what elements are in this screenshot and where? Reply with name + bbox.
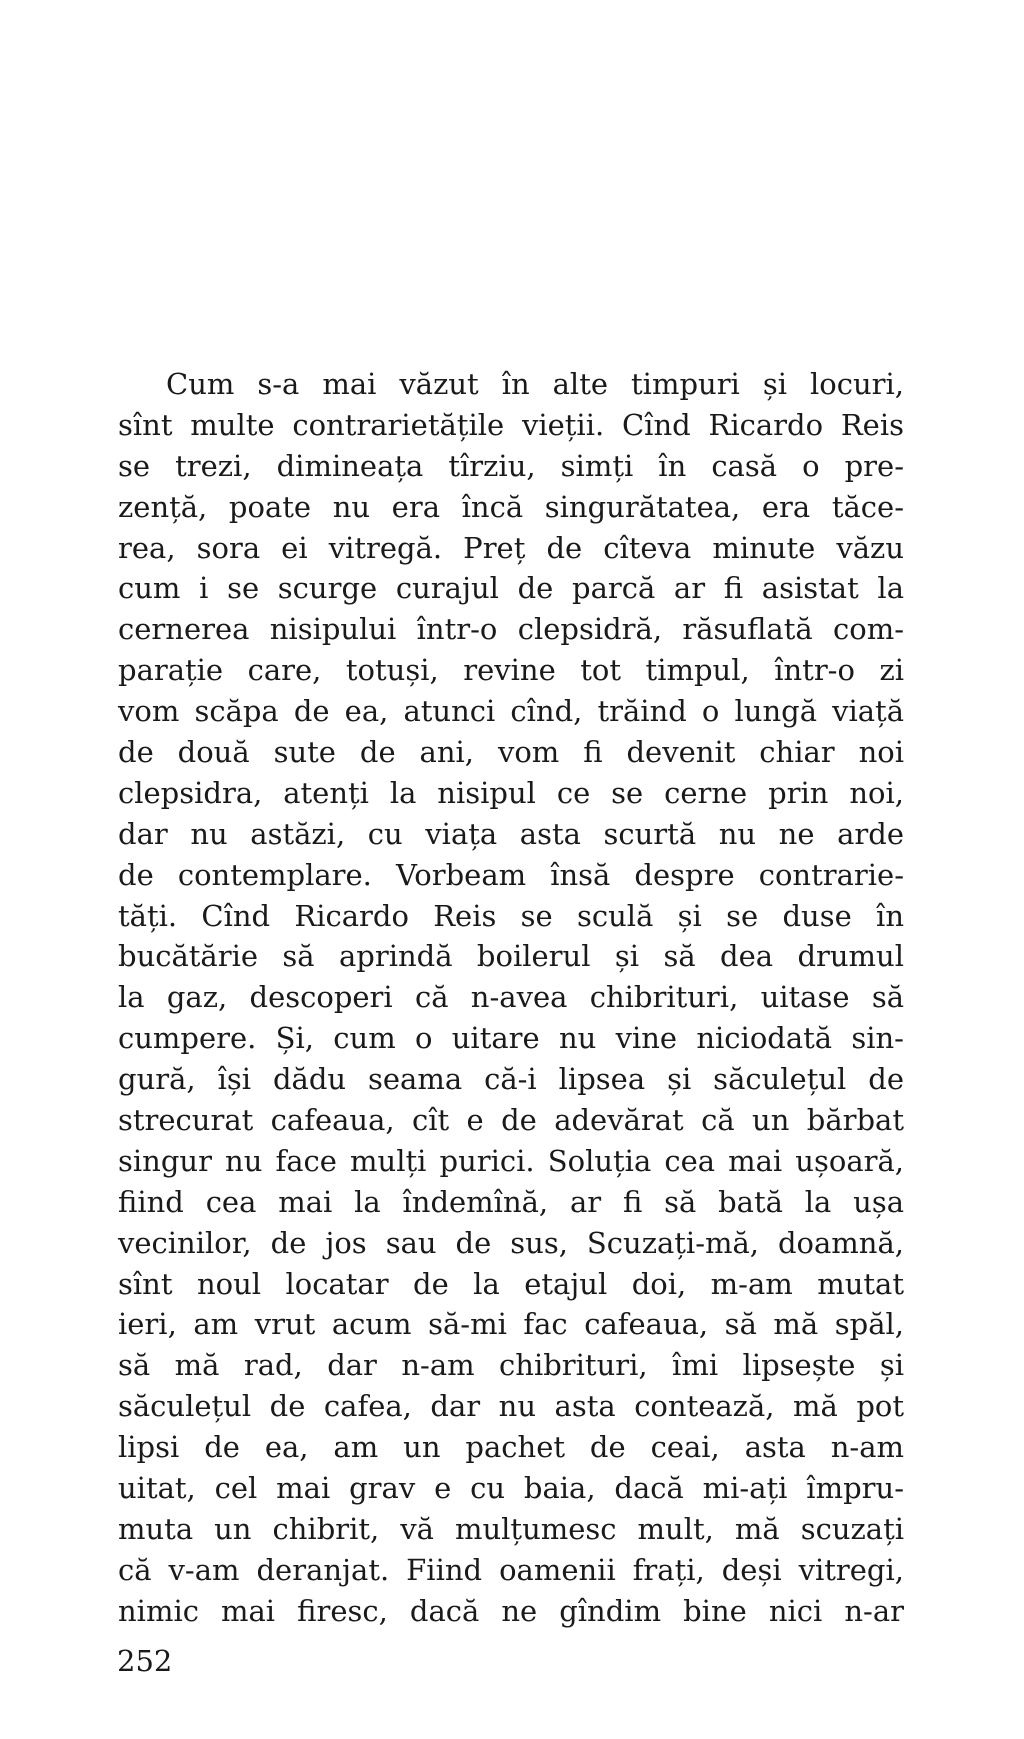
text-line: săculețul de cafea, dar nu asta contează, mă pot xyxy=(118,1389,904,1424)
text-line: să mă rad, dar n-am chibrituri, îmi lipsește și xyxy=(118,1348,904,1383)
text-line: bucătărie să aprindă boilerul și să dea drumul xyxy=(118,939,904,974)
text-line: că v-am deranjat. Fiind oamenii frați, deși vitregi, xyxy=(118,1552,904,1587)
text-line: singur nu face mulți purici. Soluția cea mai ușoară, xyxy=(118,1143,904,1178)
text-line: se trezi, dimineața tîrziu, simți în casă o pre- xyxy=(118,448,904,483)
text-line: lipsi de ea, am un pachet de ceai, asta n-am xyxy=(118,1430,904,1465)
text-line: la gaz, descoperi că n-avea chibrituri, uitase să xyxy=(118,980,904,1015)
text-line: cernerea nisipului într-o clepsidră, răsuflată com- xyxy=(118,612,904,647)
text-line: fiind cea mai la îndemînă, ar fi să bată la ușa xyxy=(118,1184,904,1219)
text-line: zență, poate nu era încă singurătatea, era tăce- xyxy=(118,489,904,524)
text-line: dar nu astăzi, cu viața asta scurtă nu ne arde xyxy=(118,816,904,851)
text-line: parație care, totuși, revine tot timpul, într-o zi xyxy=(118,653,904,688)
text-line: clepsidra, atenți la nisipul ce se cerne prin noi, xyxy=(118,775,904,810)
text-line: Cum s-a mai văzut în alte timpuri și locuri, xyxy=(166,367,904,401)
text-line: de două sute de ani, vom fi devenit chiar noi xyxy=(118,735,904,770)
text-line: cum i se scurge curajul de parcă ar fi asistat la xyxy=(118,571,904,606)
text-line: nimic mai firesc, dacă ne gîndim bine nici n-ar xyxy=(118,1593,904,1628)
text-line: vom scăpa de ea, atunci cînd, trăind o lungă viață xyxy=(118,694,904,729)
page-number: 252 xyxy=(117,1644,173,1678)
text-line: vecinilor, de jos sau de sus, Scuzați-mă, doamnă, xyxy=(118,1225,904,1260)
text-line: ieri, am vrut acum să-mi fac cafeaua, să mă spăl, xyxy=(118,1307,904,1342)
text-line: muta un chibrit, vă mulțumesc mult, mă scuzați xyxy=(118,1511,904,1546)
text-line: sînt noul locatar de la etajul doi, m-am mutat xyxy=(118,1266,904,1301)
text-line: gură, își dădu seama că-i lipsea și săculețul de xyxy=(118,1062,904,1097)
text-line: sînt multe contrarietățile vieții. Cînd Ricardo Reis xyxy=(118,407,904,442)
text-line: uitat, cel mai grav e cu baia, dacă mi-ați împru- xyxy=(118,1471,904,1506)
text-line: de contemplare. Vorbeam însă despre contrarie- xyxy=(118,857,904,892)
text-line: rea, sora ei vitregă. Preț de cîteva minute văzu xyxy=(118,530,904,565)
text-line: tăți. Cînd Ricardo Reis se sculă și se duse în xyxy=(118,898,904,933)
text-line: strecurat cafeaua, cît e de adevărat că un bărbat xyxy=(118,1103,904,1138)
text-line: cumpere. Și, cum o uitare nu vine niciodată sin- xyxy=(118,1021,904,1056)
body-paragraph xyxy=(118,364,904,1632)
